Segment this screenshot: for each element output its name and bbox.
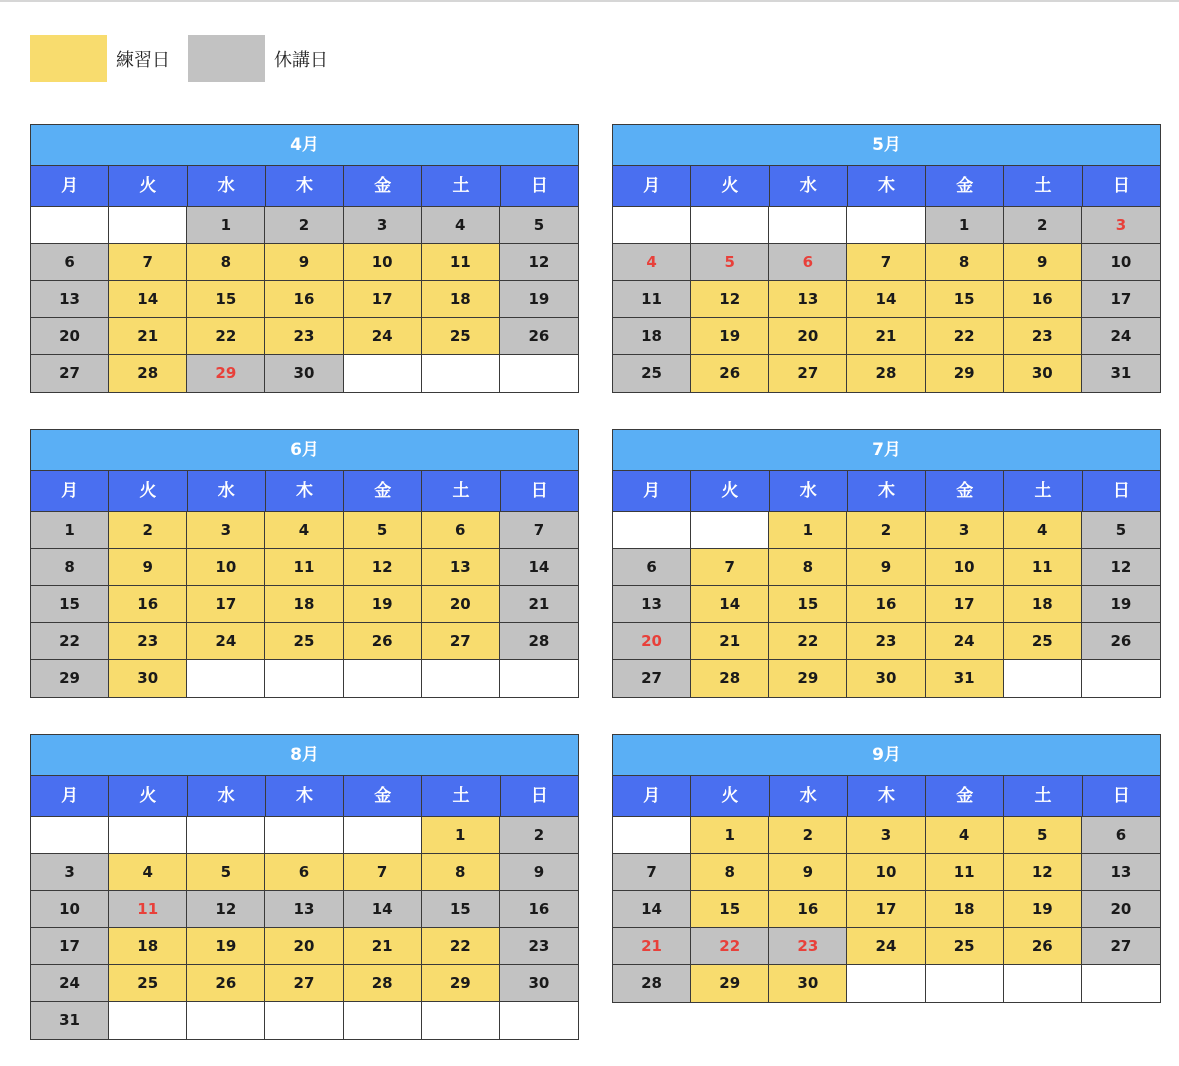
empty-day-cell — [500, 660, 578, 697]
day-cell: 22 — [422, 928, 500, 965]
day-cell: 6 — [613, 549, 691, 586]
weekday-header: 月 — [613, 166, 691, 206]
day-cell: 4 — [109, 854, 187, 891]
legend — [30, 35, 346, 82]
day-cell: 18 — [613, 318, 691, 355]
day-cell: 2 — [500, 817, 578, 854]
day-cell: 24 — [187, 623, 265, 660]
day-cell: 3 — [344, 207, 422, 244]
day-cell: 9 — [109, 549, 187, 586]
day-cell: 19 — [1082, 586, 1160, 623]
day-cell: 19 — [344, 586, 422, 623]
empty-day-cell — [344, 817, 422, 854]
weekday-header: 日 — [1112, 176, 1130, 196]
day-cell: 29 — [31, 660, 109, 697]
day-grid — [613, 207, 1160, 392]
day-cell: 4 — [926, 817, 1004, 854]
day-cell: 17 — [344, 281, 422, 318]
day-cell: 12 — [1004, 854, 1082, 891]
day-cell: 29 — [691, 965, 769, 1002]
calendar-month — [30, 124, 579, 393]
day-cell: 20 — [31, 318, 109, 355]
day-cell: 22 — [31, 623, 109, 660]
empty-day-cell — [31, 817, 109, 854]
day-cell: 8 — [769, 549, 847, 586]
day-cell: 17 — [31, 928, 109, 965]
day-cell: 22 — [926, 318, 1004, 355]
day-cell: 7 — [613, 854, 691, 891]
day-cell: 13 — [769, 281, 847, 318]
day-cell: 13 — [613, 586, 691, 623]
day-cell: 15 — [187, 281, 265, 318]
empty-day-cell — [847, 207, 925, 244]
empty-day-cell — [109, 207, 187, 244]
empty-day-cell — [265, 817, 343, 854]
day-cell: 22 — [691, 928, 769, 965]
weekday-header: 水 — [188, 166, 266, 206]
day-cell: 24 — [847, 928, 925, 965]
empty-day-cell — [500, 1002, 578, 1039]
day-cell: 9 — [769, 854, 847, 891]
day-cell: 15 — [422, 891, 500, 928]
day-cell: 23 — [1004, 318, 1082, 355]
day-cell: 21 — [691, 623, 769, 660]
day-cell: 3 — [926, 512, 1004, 549]
empty-day-cell — [344, 355, 422, 392]
day-cell: 11 — [109, 891, 187, 928]
weekday-header: 水 — [188, 471, 266, 511]
day-cell: 4 — [265, 512, 343, 549]
day-cell: 18 — [265, 586, 343, 623]
weekday-header-row — [31, 166, 578, 207]
day-cell: 8 — [31, 549, 109, 586]
day-cell: 28 — [500, 623, 578, 660]
day-cell: 6 — [31, 244, 109, 281]
empty-day-cell — [500, 355, 578, 392]
legend-off-swatch — [188, 35, 265, 82]
empty-day-cell — [691, 512, 769, 549]
empty-day-cell — [1082, 965, 1160, 1002]
day-cell: 3 — [31, 854, 109, 891]
day-grid — [31, 817, 578, 1039]
day-cell: 1 — [691, 817, 769, 854]
empty-day-cell — [691, 207, 769, 244]
day-cell: 4 — [1004, 512, 1082, 549]
calendar-month — [30, 734, 579, 1040]
day-cell: 27 — [613, 660, 691, 697]
day-cell: 26 — [187, 965, 265, 1002]
day-cell: 6 — [422, 512, 500, 549]
day-cell: 17 — [1082, 281, 1160, 318]
empty-day-cell — [1082, 660, 1160, 697]
day-cell: 22 — [769, 623, 847, 660]
empty-day-cell — [344, 660, 422, 697]
day-cell: 23 — [769, 928, 847, 965]
day-cell: 3 — [187, 512, 265, 549]
month-title: 6月 — [31, 430, 578, 471]
weekday-header-row — [613, 776, 1160, 817]
calendar-month — [612, 124, 1161, 393]
day-cell: 25 — [1004, 623, 1082, 660]
day-cell: 27 — [769, 355, 847, 392]
weekday-header: 火 — [691, 776, 769, 816]
top-divider — [0, 0, 1179, 2]
weekday-header: 日 — [530, 481, 548, 501]
day-cell: 26 — [1082, 623, 1160, 660]
empty-day-cell — [187, 817, 265, 854]
weekday-header: 月 — [613, 471, 691, 511]
legend-practice-swatch — [30, 35, 107, 82]
day-cell: 29 — [422, 965, 500, 1002]
day-cell: 13 — [31, 281, 109, 318]
weekday-header: 火 — [109, 166, 187, 206]
day-cell: 20 — [1082, 891, 1160, 928]
day-cell: 20 — [265, 928, 343, 965]
day-cell: 15 — [691, 891, 769, 928]
day-cell: 25 — [422, 318, 500, 355]
day-cell: 9 — [847, 549, 925, 586]
day-cell: 10 — [847, 854, 925, 891]
day-cell: 16 — [109, 586, 187, 623]
day-cell: 27 — [1082, 928, 1160, 965]
weekday-header: 土 — [422, 471, 500, 511]
day-cell: 26 — [500, 318, 578, 355]
day-cell: 5 — [691, 244, 769, 281]
day-cell: 25 — [109, 965, 187, 1002]
day-cell: 3 — [847, 817, 925, 854]
weekday-header: 土 — [422, 166, 500, 206]
day-cell: 14 — [613, 891, 691, 928]
weekday-header-row — [31, 471, 578, 512]
day-cell: 23 — [109, 623, 187, 660]
day-cell: 1 — [187, 207, 265, 244]
empty-day-cell — [265, 660, 343, 697]
month-title: 5月 — [613, 125, 1160, 166]
month-title: 9月 — [613, 735, 1160, 776]
day-cell: 23 — [500, 928, 578, 965]
day-cell: 30 — [265, 355, 343, 392]
day-cell: 11 — [1004, 549, 1082, 586]
weekday-header: 金 — [926, 776, 1004, 816]
day-cell: 11 — [613, 281, 691, 318]
day-cell: 21 — [613, 928, 691, 965]
day-cell: 10 — [187, 549, 265, 586]
legend-off-label: 休講日 — [274, 49, 328, 71]
day-cell: 20 — [422, 586, 500, 623]
day-cell: 31 — [31, 1002, 109, 1039]
day-cell: 24 — [1082, 318, 1160, 355]
day-cell: 15 — [769, 586, 847, 623]
empty-day-cell — [1004, 965, 1082, 1002]
empty-day-cell — [109, 817, 187, 854]
day-cell: 30 — [1004, 355, 1082, 392]
day-cell: 28 — [109, 355, 187, 392]
day-cell: 13 — [1082, 854, 1160, 891]
day-cell: 1 — [31, 512, 109, 549]
weekday-header: 木 — [266, 776, 344, 816]
day-cell: 14 — [109, 281, 187, 318]
weekday-header: 金 — [926, 166, 1004, 206]
day-cell: 29 — [187, 355, 265, 392]
day-cell: 8 — [926, 244, 1004, 281]
day-cell: 16 — [847, 586, 925, 623]
weekday-header: 日 — [1112, 786, 1130, 806]
weekday-header-row — [613, 166, 1160, 207]
day-cell: 25 — [613, 355, 691, 392]
day-cell: 30 — [847, 660, 925, 697]
day-cell: 4 — [422, 207, 500, 244]
day-cell: 16 — [500, 891, 578, 928]
day-cell: 11 — [265, 549, 343, 586]
day-cell: 20 — [769, 318, 847, 355]
day-cell: 19 — [500, 281, 578, 318]
day-cell: 26 — [1004, 928, 1082, 965]
day-cell: 14 — [847, 281, 925, 318]
day-grid — [613, 817, 1160, 1002]
day-cell: 19 — [1004, 891, 1082, 928]
day-cell: 2 — [1004, 207, 1082, 244]
empty-day-cell — [613, 207, 691, 244]
day-cell: 16 — [769, 891, 847, 928]
day-cell: 15 — [31, 586, 109, 623]
day-cell: 16 — [265, 281, 343, 318]
day-cell: 14 — [344, 891, 422, 928]
day-cell: 10 — [31, 891, 109, 928]
calendar-month — [612, 734, 1161, 1003]
day-cell: 7 — [344, 854, 422, 891]
weekday-header-row — [613, 471, 1160, 512]
day-cell: 23 — [847, 623, 925, 660]
weekday-header: 金 — [344, 471, 422, 511]
weekday-header: 火 — [109, 471, 187, 511]
day-cell: 7 — [847, 244, 925, 281]
weekday-header-row — [31, 776, 578, 817]
day-cell: 14 — [691, 586, 769, 623]
day-cell: 27 — [265, 965, 343, 1002]
day-cell: 5 — [1082, 512, 1160, 549]
day-cell: 24 — [926, 623, 1004, 660]
weekday-header: 木 — [848, 776, 926, 816]
day-cell: 19 — [691, 318, 769, 355]
weekday-header: 水 — [770, 776, 848, 816]
day-cell: 13 — [422, 549, 500, 586]
weekday-header: 水 — [770, 471, 848, 511]
day-cell: 16 — [1004, 281, 1082, 318]
weekday-header: 火 — [691, 166, 769, 206]
day-cell: 6 — [769, 244, 847, 281]
day-cell: 24 — [344, 318, 422, 355]
empty-day-cell — [187, 1002, 265, 1039]
day-cell: 6 — [265, 854, 343, 891]
month-title: 4月 — [31, 125, 578, 166]
day-cell: 11 — [926, 854, 1004, 891]
day-cell: 5 — [187, 854, 265, 891]
day-cell: 20 — [613, 623, 691, 660]
empty-day-cell — [422, 1002, 500, 1039]
day-cell: 27 — [422, 623, 500, 660]
empty-day-cell — [344, 1002, 422, 1039]
weekday-header: 水 — [770, 166, 848, 206]
weekday-header: 土 — [1004, 166, 1082, 206]
weekday-header: 木 — [266, 166, 344, 206]
day-cell: 30 — [769, 965, 847, 1002]
weekday-header: 月 — [613, 776, 691, 816]
empty-day-cell — [769, 207, 847, 244]
day-cell: 24 — [31, 965, 109, 1002]
day-cell: 14 — [500, 549, 578, 586]
weekday-header: 日 — [1112, 481, 1130, 501]
day-cell: 1 — [422, 817, 500, 854]
day-cell: 9 — [265, 244, 343, 281]
day-cell: 2 — [109, 512, 187, 549]
weekday-header: 火 — [109, 776, 187, 816]
weekday-header: 金 — [344, 166, 422, 206]
weekday-header: 水 — [188, 776, 266, 816]
day-cell: 1 — [926, 207, 1004, 244]
day-cell: 9 — [1004, 244, 1082, 281]
empty-day-cell — [422, 355, 500, 392]
empty-day-cell — [613, 817, 691, 854]
day-cell: 27 — [31, 355, 109, 392]
weekday-header: 金 — [344, 776, 422, 816]
day-cell: 19 — [187, 928, 265, 965]
calendar-month — [30, 429, 579, 698]
day-cell: 18 — [109, 928, 187, 965]
day-cell: 30 — [500, 965, 578, 1002]
empty-day-cell — [31, 207, 109, 244]
day-cell: 29 — [769, 660, 847, 697]
day-cell: 28 — [613, 965, 691, 1002]
day-cell: 12 — [1082, 549, 1160, 586]
day-cell: 8 — [422, 854, 500, 891]
weekday-header: 日 — [530, 176, 548, 196]
empty-day-cell — [265, 1002, 343, 1039]
day-cell: 28 — [344, 965, 422, 1002]
day-cell: 21 — [344, 928, 422, 965]
legend-practice-label: 練習日 — [116, 49, 170, 71]
day-cell: 18 — [926, 891, 1004, 928]
day-cell: 1 — [769, 512, 847, 549]
day-cell: 7 — [500, 512, 578, 549]
day-cell: 28 — [847, 355, 925, 392]
day-grid — [31, 512, 578, 697]
day-cell: 9 — [500, 854, 578, 891]
weekday-header: 月 — [31, 471, 109, 511]
day-cell: 2 — [847, 512, 925, 549]
weekday-header: 土 — [1004, 776, 1082, 816]
day-cell: 12 — [691, 281, 769, 318]
day-cell: 25 — [265, 623, 343, 660]
day-cell: 18 — [1004, 586, 1082, 623]
day-cell: 12 — [500, 244, 578, 281]
day-cell: 3 — [1082, 207, 1160, 244]
day-cell: 31 — [926, 660, 1004, 697]
day-cell: 30 — [109, 660, 187, 697]
day-cell: 26 — [344, 623, 422, 660]
day-cell: 26 — [691, 355, 769, 392]
day-cell: 5 — [1004, 817, 1082, 854]
day-cell: 17 — [847, 891, 925, 928]
day-cell: 11 — [422, 244, 500, 281]
weekday-header: 月 — [31, 776, 109, 816]
weekday-header: 木 — [848, 166, 926, 206]
day-cell: 29 — [926, 355, 1004, 392]
day-cell: 5 — [344, 512, 422, 549]
day-grid — [31, 207, 578, 392]
day-cell: 21 — [109, 318, 187, 355]
day-cell: 21 — [500, 586, 578, 623]
day-cell: 6 — [1082, 817, 1160, 854]
day-cell: 25 — [926, 928, 1004, 965]
day-cell: 4 — [613, 244, 691, 281]
day-cell: 13 — [265, 891, 343, 928]
empty-day-cell — [187, 660, 265, 697]
empty-day-cell — [926, 965, 1004, 1002]
weekday-header: 木 — [266, 471, 344, 511]
day-cell: 12 — [344, 549, 422, 586]
day-grid — [613, 512, 1160, 697]
month-title: 7月 — [613, 430, 1160, 471]
weekday-header: 月 — [31, 166, 109, 206]
day-cell: 8 — [691, 854, 769, 891]
weekday-header: 火 — [691, 471, 769, 511]
day-cell: 12 — [187, 891, 265, 928]
day-cell: 5 — [500, 207, 578, 244]
day-cell: 28 — [691, 660, 769, 697]
day-cell: 18 — [422, 281, 500, 318]
empty-day-cell — [613, 512, 691, 549]
day-cell: 10 — [344, 244, 422, 281]
day-cell: 21 — [847, 318, 925, 355]
day-cell: 17 — [187, 586, 265, 623]
weekday-header: 土 — [1004, 471, 1082, 511]
day-cell: 23 — [265, 318, 343, 355]
empty-day-cell — [847, 965, 925, 1002]
day-cell: 22 — [187, 318, 265, 355]
weekday-header: 金 — [926, 471, 1004, 511]
day-cell: 31 — [1082, 355, 1160, 392]
day-cell: 10 — [926, 549, 1004, 586]
day-cell: 15 — [926, 281, 1004, 318]
day-cell: 8 — [187, 244, 265, 281]
empty-day-cell — [109, 1002, 187, 1039]
calendar-month — [612, 429, 1161, 698]
weekday-header: 日 — [530, 786, 548, 806]
day-cell: 7 — [691, 549, 769, 586]
day-cell: 7 — [109, 244, 187, 281]
weekday-header: 木 — [848, 471, 926, 511]
month-title: 8月 — [31, 735, 578, 776]
day-cell: 2 — [769, 817, 847, 854]
empty-day-cell — [422, 660, 500, 697]
day-cell: 10 — [1082, 244, 1160, 281]
empty-day-cell — [1004, 660, 1082, 697]
weekday-header: 土 — [422, 776, 500, 816]
day-cell: 17 — [926, 586, 1004, 623]
day-cell: 2 — [265, 207, 343, 244]
